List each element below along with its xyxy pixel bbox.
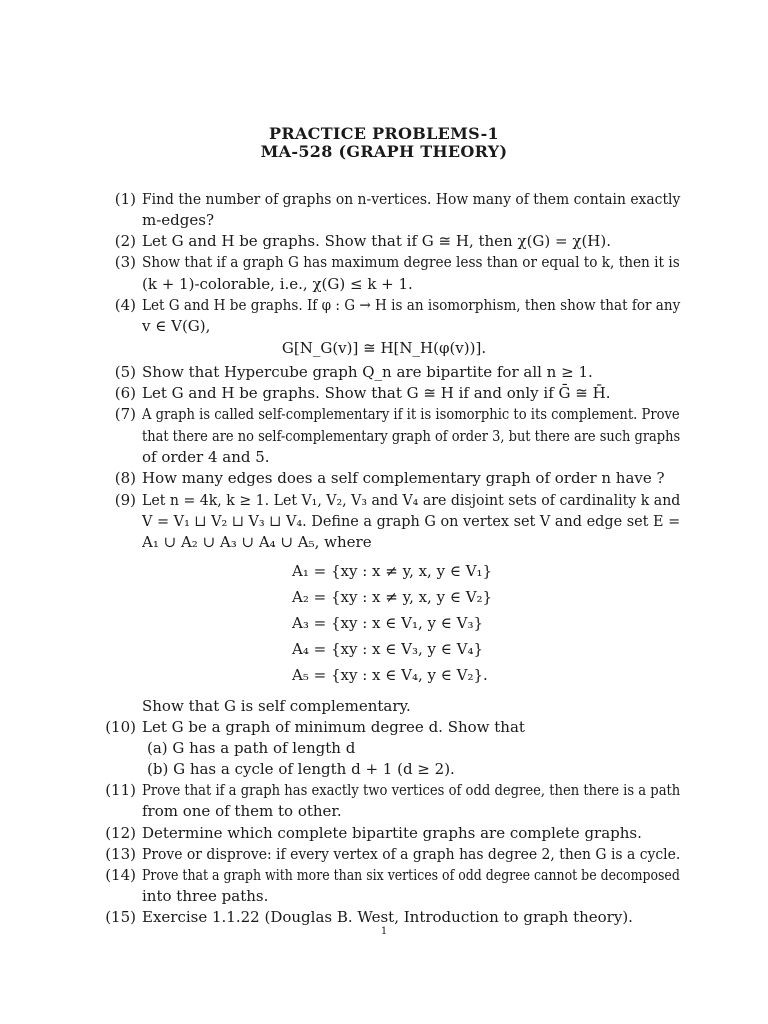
problem-text: Let n = 4k, k ≥ 1. Let V₁, V₂, V₃ and V₄ are disjoint sets of cardinality k and xyxy=(142,491,681,509)
page-number: 1 xyxy=(380,926,388,937)
set-definition: A₃ = {xy : x ∈ V₁, y ∈ V₃} xyxy=(292,614,484,632)
problem-number: (6) xyxy=(114,384,136,402)
problem-number: (10) xyxy=(105,718,136,736)
problem-text: Let G and H be graphs. If φ : G → H is an isomorphism, then show that for any xyxy=(142,296,681,314)
problem-number: (11) xyxy=(105,781,136,799)
problem-number: (8) xyxy=(114,469,136,487)
problem-text: A graph is called self-complementary if it is isomorphic to its complement. Prove xyxy=(142,405,680,423)
problem-text: Find the number of graphs on n-vertices. How many of them contain exactly xyxy=(142,190,681,208)
problem-number: (13) xyxy=(105,845,136,863)
problem-number: (3) xyxy=(114,253,136,271)
problem-text: Let G be a graph of minimum degree d. Show that xyxy=(142,718,525,736)
problem-text: Prove or disprove: if every vertex of a graph has degree 2, then G is a cycle. xyxy=(142,845,681,863)
problem-text: (k + 1)-colorable, i.e., χ(G) ≤ k + 1. xyxy=(142,275,413,293)
problem-text: from one of them to other. xyxy=(142,802,342,820)
problem-number: (14) xyxy=(105,866,136,884)
course-title: MA-528 (GRAPH THEORY) xyxy=(260,142,508,161)
problem-text: How many edges does a self complementary graph of order n have ? xyxy=(142,469,665,487)
problem-number: (5) xyxy=(114,363,136,381)
page-title: PRACTICE PROBLEMS-1 xyxy=(269,124,499,143)
problem-text: Prove that if a graph has exactly two vertices of odd degree, then there is a path xyxy=(142,781,681,799)
subproblem-text: (b) G has a cycle of length d + 1 (d ≥ 2). xyxy=(147,760,455,778)
problem-text: Show that G is self complementary. xyxy=(142,697,411,715)
set-definition: A₅ = {xy : x ∈ V₄, y ∈ V₂}. xyxy=(292,666,488,684)
problem-number: (12) xyxy=(105,824,136,842)
problem-text: Let G and H be graphs. Show that if G ≅ H, then χ(G) = χ(H). xyxy=(142,232,612,250)
problem-number: (1) xyxy=(114,190,136,208)
set-definition: A₁ = {xy : x ≠ y, x, y ∈ V₁} xyxy=(292,562,493,580)
subproblem-text: (a) G has a path of length d xyxy=(147,739,356,757)
problem-text: Determine which complete bipartite graphs are complete graphs. xyxy=(142,824,642,842)
problem-text: Show that Hypercube graph Q_n are bipartite for all n ≥ 1. xyxy=(142,363,593,381)
display-equation: G[N_G(v)] ≅ H[N_H(φ(v))]. xyxy=(281,339,487,357)
problem-text: A₁ ∪ A₂ ∪ A₃ ∪ A₄ ∪ A₅, where xyxy=(142,533,372,551)
problem-number: (2) xyxy=(114,232,136,250)
problem-number: (4) xyxy=(114,296,136,314)
set-definition: A₄ = {xy : x ∈ V₃, y ∈ V₄} xyxy=(292,640,484,658)
problem-text: Let G and H be graphs. Show that G ≅ H if and only if Ḡ ≅ H̄. xyxy=(142,384,611,402)
problem-text: of order 4 and 5. xyxy=(142,448,270,466)
problem-number: (15) xyxy=(105,908,136,926)
problem-text: m-edges? xyxy=(142,211,214,229)
problem-text: v ∈ V(G), xyxy=(142,317,211,335)
problem-text: V = V₁ ⊔ V₂ ⊔ V₃ ⊔ V₄. Define a graph G on vertex set V and edge set E = xyxy=(142,512,681,530)
problem-text: Prove that a graph with more than six vertices of odd degree cannot be decomposed xyxy=(142,866,680,884)
problem-number: (7) xyxy=(114,405,136,423)
problem-text: into three paths. xyxy=(142,887,269,905)
problem-text: that there are no self-complementary graph of order 3, but there are such graphs xyxy=(142,427,681,445)
problem-text: Exercise 1.1.22 (Douglas B. West, Introduction to graph theory). xyxy=(142,908,633,926)
problem-text: Show that if a graph G has maximum degree less than or equal to k, then it is xyxy=(142,253,680,271)
set-definition: A₂ = {xy : x ≠ y, x, y ∈ V₂} xyxy=(292,588,493,606)
problem-number: (9) xyxy=(114,491,136,509)
